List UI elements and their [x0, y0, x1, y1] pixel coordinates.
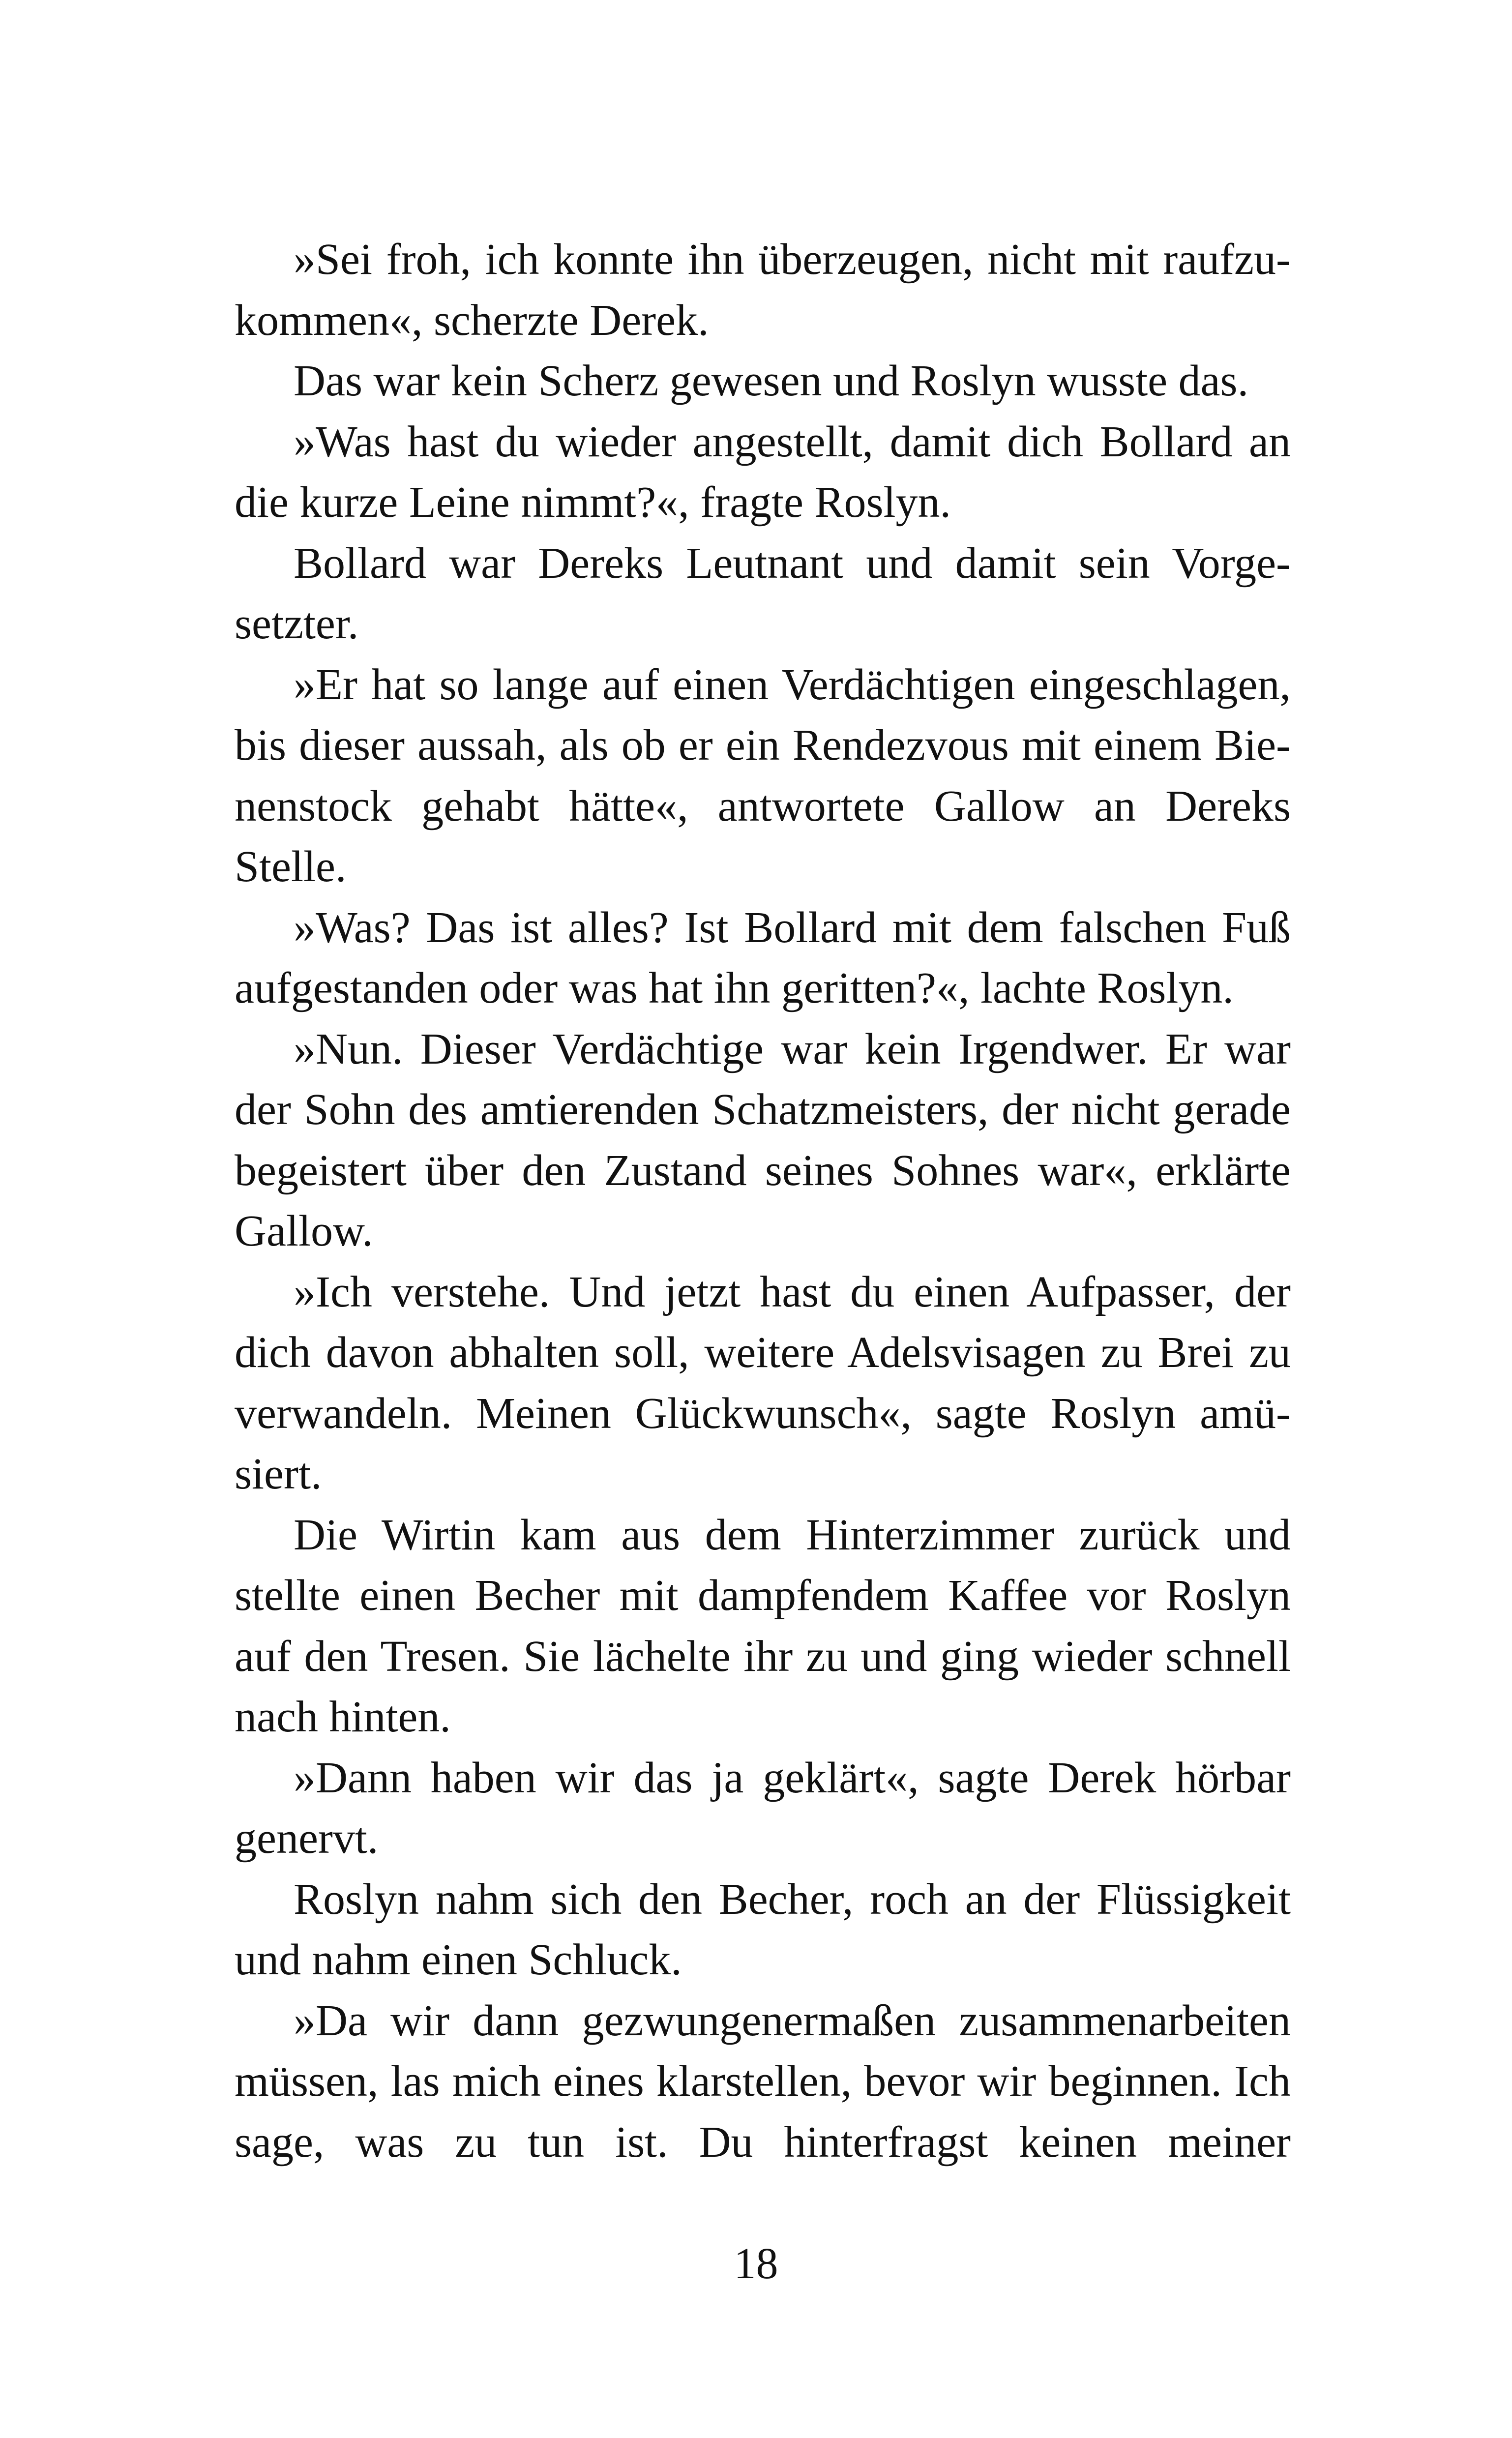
- text-line: »Da wir dann gezwungenermaßen zusammenarbeiten: [294, 1996, 1291, 2045]
- text-line: Roslyn nahm sich den Becher, roch an der Flüssigkeit: [294, 1874, 1291, 1924]
- text-line: der Sohn des amtierenden Schatzmeisters, der nicht gerade: [235, 1085, 1291, 1134]
- text-line: »Was? Das ist alles? Ist Bollard mit dem falschen Fuß: [294, 903, 1291, 952]
- text-line: begeistert über den Zustand seines Sohnes war«, erklärte: [235, 1146, 1291, 1195]
- text-line: die kurze Leine nimmt?«, fragte Roslyn.: [235, 478, 951, 527]
- page-number: 18: [734, 2239, 778, 2288]
- text-line: Die Wirtin kam aus dem Hinterzimmer zurück und: [294, 1510, 1291, 1559]
- text-line: »Er hat so lange auf einen Verdächtigen eingeschlagen,: [294, 660, 1291, 709]
- text-line: setzter.: [235, 599, 359, 648]
- text-line: sage, was zu tun ist. Du hinterfragst keinen meiner: [235, 2117, 1291, 2167]
- text-line: Gallow.: [235, 1207, 373, 1255]
- text-line: bis dieser aussah, als ob er ein Rendezvous mit einem Bie-: [235, 721, 1291, 770]
- text-line: »Sei froh, ich konnte ihn überzeugen, nicht mit raufzu-: [294, 235, 1291, 284]
- text-line: verwandeln. Meinen Glückwunsch«, sagte Roslyn amü-: [235, 1389, 1291, 1438]
- text-line: kommen«, scherzte Derek.: [235, 296, 709, 345]
- text-line: genervt.: [235, 1814, 379, 1863]
- text-line: und nahm einen Schluck.: [235, 1935, 682, 1984]
- text-line: Das war kein Scherz gewesen und Roslyn wusste das.: [294, 357, 1249, 405]
- text-line: siert.: [235, 1450, 322, 1498]
- text-line: aufgestanden oder was hat ihn geritten?«, lachte Roslyn.: [235, 964, 1234, 1012]
- text-line: nenstock gehabt hätte«, antwortete Gallow an Dereks: [235, 781, 1291, 831]
- text-line: Bollard war Dereks Leutnant und damit sein Vorge-: [294, 538, 1291, 588]
- text-line: »Nun. Dieser Verdächtige war kein Irgendwer. Er war: [294, 1024, 1291, 1073]
- text-line: Stelle.: [235, 842, 347, 891]
- text-line: auf den Tresen. Sie lächelte ihr zu und ging wieder schnell: [235, 1632, 1291, 1681]
- text-line: stellte einen Becher mit dampfendem Kaffee vor Roslyn: [235, 1571, 1291, 1620]
- text-line: »Was hast du wieder angestellt, damit dich Bollard an: [294, 417, 1291, 466]
- text-line: »Ich verstehe. Und jetzt hast du einen Aufpasser, der: [294, 1267, 1291, 1316]
- text-line: müssen, las mich eines klarstellen, bevor wir beginnen. Ich: [235, 2057, 1291, 2106]
- text-line: dich davon abhalten soll, weitere Adelsvisagen zu Brei zu: [235, 1328, 1291, 1377]
- text-line: nach hinten.: [235, 1693, 451, 1741]
- text-line: »Dann haben wir das ja geklärt«, sagte Derek hörbar: [294, 1753, 1291, 1802]
- body-text: [235, 229, 1291, 2172]
